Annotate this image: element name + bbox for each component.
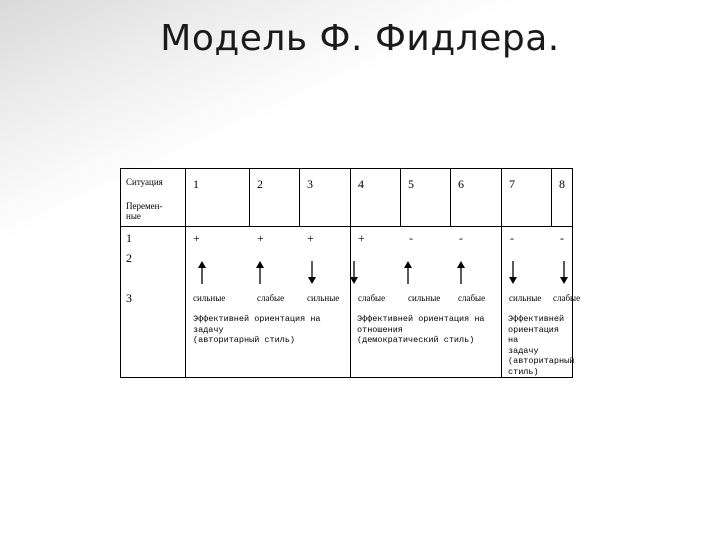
situation-number: 1 bbox=[193, 177, 199, 191]
situation-number: 4 bbox=[358, 177, 364, 191]
power-value: сильные bbox=[509, 293, 542, 303]
relations-value: - bbox=[510, 231, 514, 245]
table-divider bbox=[121, 226, 572, 227]
table-divider bbox=[501, 169, 502, 377]
variables-label: ные bbox=[126, 211, 141, 221]
down-arrow-icon bbox=[507, 260, 519, 284]
relations-value: + bbox=[257, 231, 264, 245]
up-arrow-icon bbox=[455, 261, 467, 285]
power-value: слабые bbox=[358, 293, 386, 303]
row-label: 1 bbox=[126, 231, 132, 245]
relations-value: + bbox=[193, 231, 200, 245]
table-divider bbox=[249, 169, 250, 226]
relations-value: - bbox=[560, 231, 564, 245]
situation-number: 6 bbox=[458, 177, 464, 191]
situation-number: 8 bbox=[559, 177, 565, 191]
situation-number: 5 bbox=[408, 177, 414, 191]
row-label: 3 bbox=[126, 291, 132, 305]
down-arrow-icon bbox=[348, 260, 360, 284]
situation-number: 3 bbox=[307, 177, 313, 191]
table-divider bbox=[299, 169, 300, 226]
situation-number: 2 bbox=[257, 177, 263, 191]
table-divider bbox=[185, 169, 186, 377]
down-arrow-icon bbox=[306, 260, 318, 284]
slide-title: Модель Ф. Фидлера. bbox=[160, 18, 560, 59]
relations-value: + bbox=[358, 231, 365, 245]
conclusion-relations: Эффективней ориентация на отношения (демократический стиль) bbox=[357, 314, 485, 345]
situation-number: 7 bbox=[509, 177, 515, 191]
power-value: слабые bbox=[257, 293, 285, 303]
relations-value: - bbox=[409, 231, 413, 245]
power-value: сильные bbox=[307, 293, 340, 303]
power-value: сильные bbox=[408, 293, 441, 303]
relations-value: + bbox=[307, 231, 314, 245]
row-label: 2 bbox=[126, 251, 132, 265]
table-divider bbox=[400, 169, 401, 226]
power-value: слабые bbox=[553, 293, 581, 303]
conclusion-task-1: Эффективней ориентация на задачу (авторитарный стиль) bbox=[193, 314, 321, 345]
variables-label: Перемен- bbox=[126, 201, 163, 211]
power-value: сильные bbox=[193, 293, 226, 303]
relations-value: - bbox=[459, 231, 463, 245]
table-divider bbox=[551, 169, 552, 226]
up-arrow-icon bbox=[196, 261, 208, 285]
situation-header: Ситуация bbox=[126, 177, 163, 187]
conclusion-task-2: Эффективней ориентация на задачу (авторитарный стиль) bbox=[508, 314, 575, 377]
up-arrow-icon bbox=[254, 261, 266, 285]
table-divider bbox=[450, 169, 451, 226]
up-arrow-icon bbox=[402, 261, 414, 285]
down-arrow-icon bbox=[558, 260, 570, 284]
fiedler-table bbox=[120, 168, 581, 378]
power-value: слабые bbox=[458, 293, 486, 303]
